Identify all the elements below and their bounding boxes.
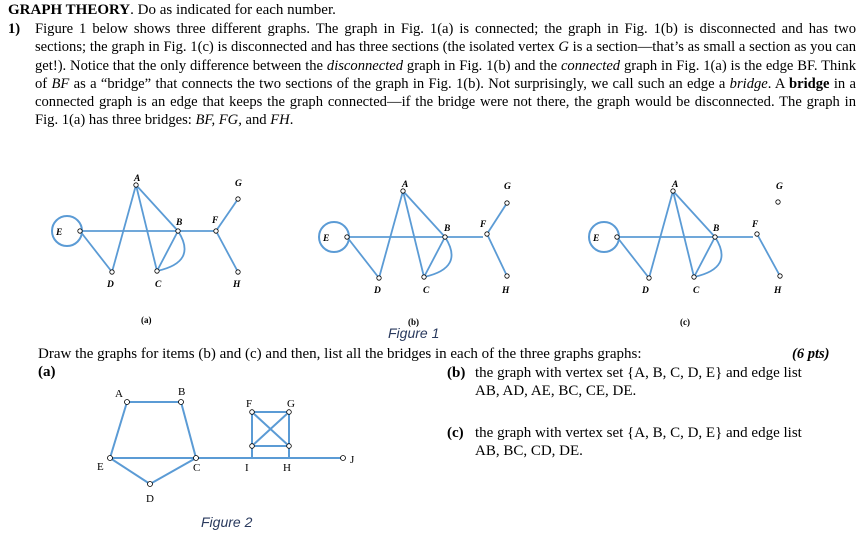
vertex-label-b: B (176, 218, 183, 228)
svg-text:G: G (287, 398, 295, 410)
vertex-label-g: G (235, 179, 242, 189)
svg-text:E: E (97, 461, 104, 473)
svg-text:B: B (713, 224, 720, 234)
svg-text:I: I (245, 462, 249, 474)
graph-1a (52, 174, 242, 325)
page-title: GRAPH THEORY. Do as indicated for each number. (8, 2, 336, 18)
svg-text:F: F (752, 220, 759, 230)
svg-text:E: E (593, 234, 600, 244)
vertex-label-d: D (107, 280, 114, 290)
vertex-label-c: C (155, 280, 162, 290)
sublabel-a: (a) (141, 315, 152, 325)
vertex-label-f: F (212, 216, 219, 226)
graph-1b (319, 180, 511, 327)
svg-text:J: J (350, 454, 355, 466)
svg-text:D: D (374, 286, 381, 296)
instructions-text: Draw the graphs for items (b) and (c) and then, list all the bridges in each of the three graphs graphs: (38, 346, 642, 362)
svg-text:F: F (246, 398, 253, 410)
svg-text:D: D (642, 286, 649, 296)
item-a-label: (a) (38, 364, 56, 380)
svg-text:C: C (693, 286, 700, 296)
svg-text:C: C (193, 462, 201, 474)
svg-text:G: G (504, 182, 511, 192)
sublabel-c: (c) (680, 317, 690, 327)
svg-text:A: A (115, 388, 123, 400)
svg-text:A: A (402, 180, 409, 190)
svg-text:C: C (423, 286, 430, 296)
problem-number: 1) (8, 21, 21, 37)
problem-1-text: 1) Figure 1 below shows three different graphs. The graph in Fig. 1(a) is connected; the graph in Fig. 1(b) is disconnected and has two sections; the graph in Fig. 1(c) is disconnected and has three sections (the isolated vertex G is a section—that’s as small a section as you can get!). Notice that the only difference between the disconnected graph in Fig. 1(b) and the connected graph in Fig. 1(a) is the edge BF. Think of BF as a “bridge” that connects the two sections of the graph in Fig. 1(b). Not surprisingly, we call such an edge a bridge. A bridge in a connected graph is an edge that keeps the graph connected—if the bridge were not there, the graph would be disconnected. The graph in Fig. 1(a) has three bridges: BF, FG, and FH. (8, 21, 856, 129)
svg-text:A: A (672, 180, 679, 190)
sublabel-b: (b) (408, 317, 419, 327)
svg-text:G: G (776, 182, 783, 192)
figure-1-caption: Figure 1 (388, 325, 440, 341)
svg-text:F: F (480, 220, 487, 230)
svg-text:H: H (283, 462, 291, 474)
vertex-label-e: E (56, 228, 63, 238)
points-label: (6 pts) (792, 346, 830, 362)
item-c: (c) the graph with vertex set {A, B, C, D, E} and edge list AB, BC, CD, DE. (447, 425, 802, 459)
figure-2-caption: Figure 2 (201, 514, 253, 530)
vertex-label-a: A (134, 174, 141, 184)
svg-text:H: H (774, 286, 782, 296)
graph-1c (589, 180, 783, 327)
svg-text:H: H (502, 286, 510, 296)
svg-text:E: E (323, 234, 330, 244)
figure-2-graph (97, 386, 355, 505)
svg-text:B: B (178, 386, 186, 398)
svg-text:D: D (146, 493, 154, 505)
vertex-label-h: H (233, 280, 241, 290)
svg-text:B: B (444, 224, 451, 234)
item-b: (b) the graph with vertex set {A, B, C, D, E} and edge list AB, AD, AE, BC, CE, DE. (447, 365, 802, 399)
